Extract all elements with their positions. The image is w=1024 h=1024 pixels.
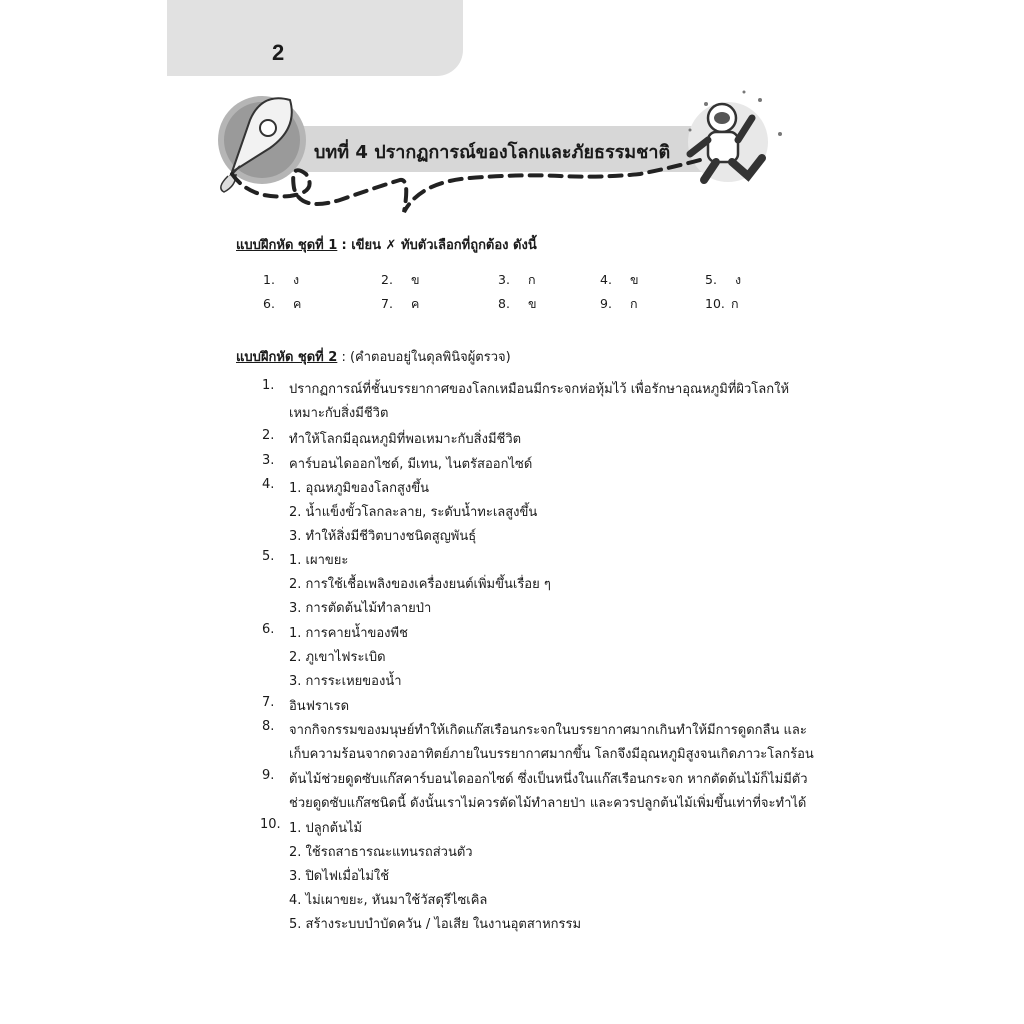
answer-item: 6. ค bbox=[263, 296, 302, 311]
banner-decorations bbox=[0, 0, 1024, 260]
exercise2-heading-row bbox=[236, 346, 511, 367]
exercise2-instruction: : (คำตอบอยู่ในดุลพินิจผู้ตรวจ) bbox=[341, 350, 511, 365]
answer-item: 3. ก bbox=[498, 272, 536, 287]
answer-item: 8. ข bbox=[498, 296, 537, 311]
astronaut-icon bbox=[688, 91, 782, 183]
answer-item: 10. ก bbox=[705, 296, 739, 311]
page-number: 2 bbox=[272, 40, 285, 65]
dashed-trail bbox=[232, 160, 700, 212]
exercise1-heading: แบบฝึกหัด ชุดที่ 1 bbox=[236, 238, 338, 253]
answer-item: 7. ค bbox=[381, 296, 420, 311]
exercise2-heading: แบบฝึกหัด ชุดที่ 2 bbox=[236, 350, 338, 365]
answer-item: 9. ก bbox=[600, 296, 638, 311]
answer-item: 2. ข bbox=[381, 272, 420, 287]
answer-item: 4. ข bbox=[600, 272, 639, 287]
exercise1-heading-row bbox=[236, 234, 537, 255]
answer-item: 5. ง bbox=[705, 272, 742, 287]
chapter-title: บทที่ 4 ปรากฏการณ์ของโลกและภัยธรรมชาติ bbox=[314, 142, 671, 163]
exercise1-instruction: : เขียน ✗ ทับตัวเลือกที่ถูกต้อง ดังนี้ bbox=[341, 238, 537, 253]
answer-item: 1. ง bbox=[263, 272, 300, 287]
